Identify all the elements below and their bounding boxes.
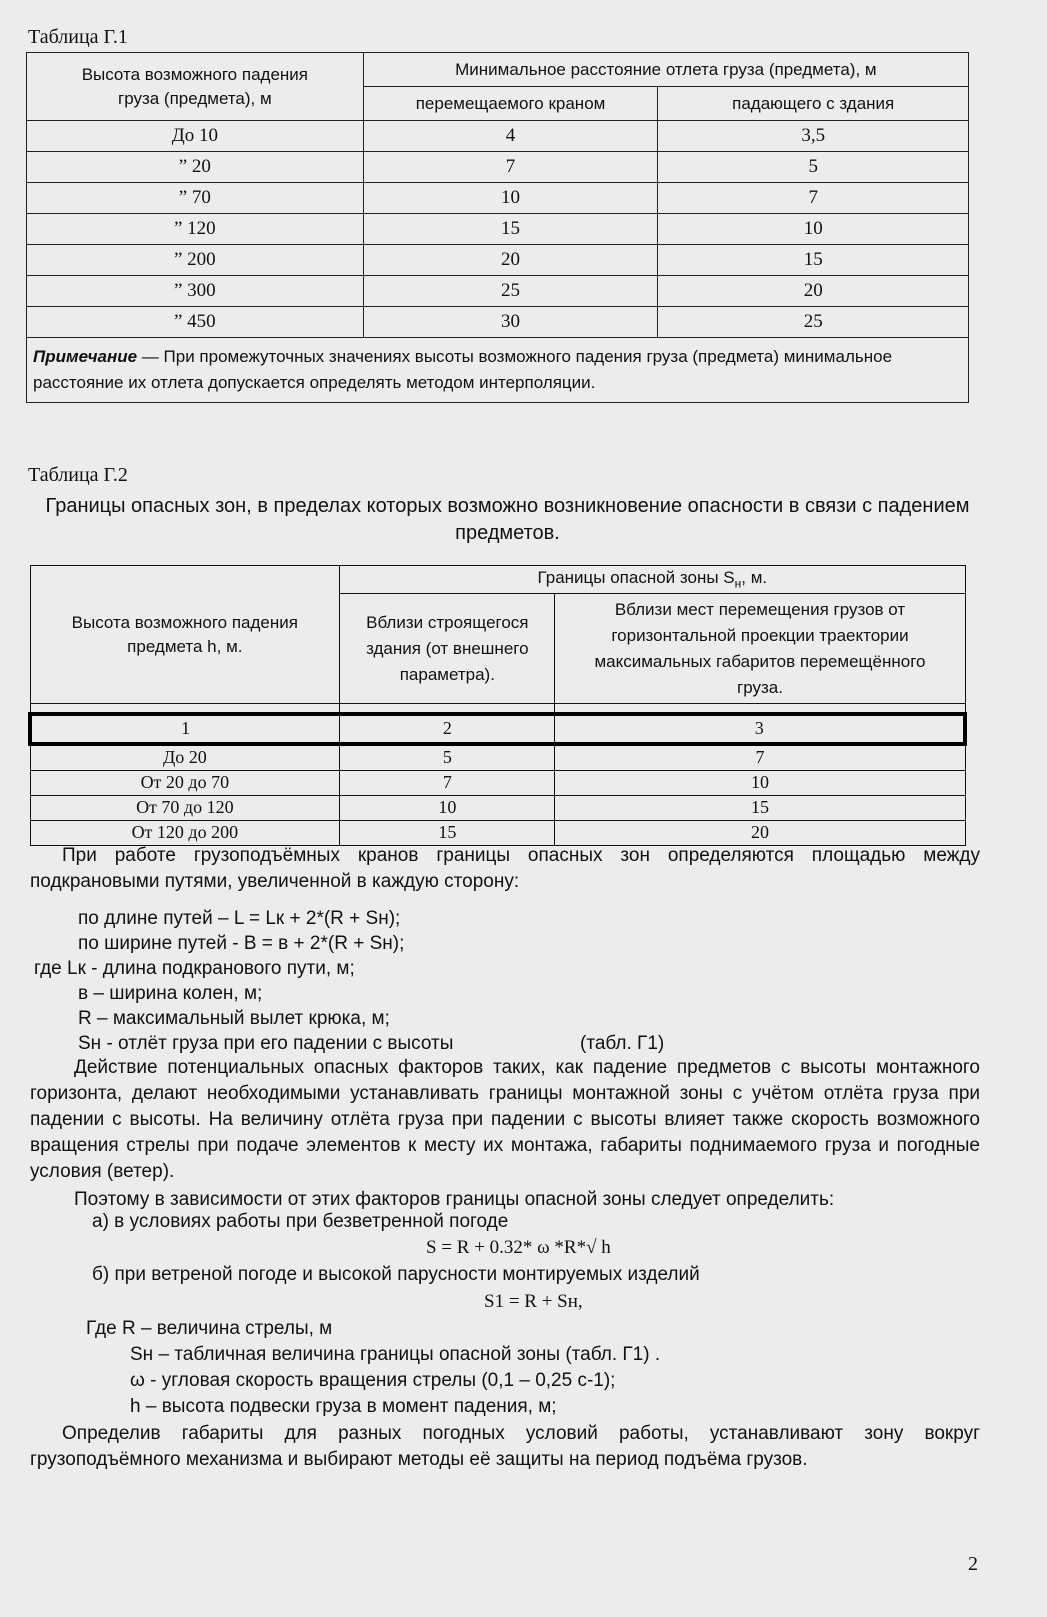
table1-cell-building: 25 xyxy=(658,307,969,338)
table2-caption: Таблица Г.2 xyxy=(28,464,128,486)
table1-cell-crane: 15 xyxy=(363,214,658,245)
table2-cell-building: 15 xyxy=(340,820,555,845)
table1-cell-building: 10 xyxy=(658,214,969,245)
table1-col2-header: перемещаемого краном xyxy=(363,87,658,121)
table2-col1-header: Высота возможного падения предмета h, м. xyxy=(30,566,340,704)
table2-cell-height: От 70 до 120 xyxy=(30,795,340,820)
table2-cell-cargo: 15 xyxy=(555,795,965,820)
table1-cell-height: ” 200 xyxy=(27,245,364,276)
table1-col3-header: падающего с здания xyxy=(658,87,969,121)
table2-number-row xyxy=(30,714,965,744)
table-row xyxy=(30,795,965,820)
definition-lk: где Lк - длина подкранового пути, м; xyxy=(34,958,355,979)
table1-cell-building: 5 xyxy=(658,152,969,183)
table2-cell-cargo: 20 xyxy=(555,820,965,845)
paragraph-conclusion: Определив габариты для разных погодных условий работы, устанавливают зону вокруг грузоподъёмного механизма и выбирают методы её защиты на период подъёма грузов. xyxy=(30,1423,980,1470)
table1-cell-height: ” 70 xyxy=(27,183,364,214)
table1-cell-crane: 30 xyxy=(363,307,658,338)
table2-title: Границы опасных зон, в пределах которых возможно возникновение опасности в связи с падением предметов. xyxy=(45,495,970,544)
table1-group-header: Минимальное расстояние отлета груза (предмета), м xyxy=(363,53,968,87)
formula-width: по ширине путей - В = в + 2*(R + Sн); xyxy=(78,933,405,954)
table1-cell-crane: 10 xyxy=(363,183,658,214)
table1-cell-height: ” 300 xyxy=(27,276,364,307)
table2-cell-building: 10 xyxy=(340,795,555,820)
page-number: 2 xyxy=(968,1553,978,1575)
table1-cell-building: 20 xyxy=(658,276,969,307)
paragraph-crane-zones: При работе грузоподъёмных кранов границы опасных зон определяются площадью между подкрановыми путями, увеличенной в каждую сторону: xyxy=(30,845,980,892)
table1-cell-crane: 20 xyxy=(363,245,658,276)
paragraph-potential-factors: Действие потенциальных опасных факторов таких, как падение предметов с высоты монтажного горизонта, делают необходимыми устанавливать границы монтажной зоны с учётом отлёта груза при падении с высоты. На величину отлёта груза при падении с высоты влияет также скорость возможного вращения стрелы при подаче элементов к месту их монтажа, габариты поднимаемого груза и погодные условия (ветер). xyxy=(30,1057,980,1182)
table2-cell-cargo: 7 xyxy=(555,744,965,771)
table2-cell-cargo: 10 xyxy=(555,770,965,795)
table-row xyxy=(27,121,969,152)
paragraph-therefore: Поэтому в зависимости от этих факторов границы опасной зоны следует определить: xyxy=(74,1189,835,1210)
formula-length: по длине путей – L = Lк + 2*(R + Sн); xyxy=(78,908,401,929)
definition-b: в – ширина колен, м; xyxy=(78,983,263,1004)
table1-note-label: Примечание xyxy=(33,347,138,366)
where-r: Где R – величина стрелы, м xyxy=(86,1318,333,1339)
table1-note xyxy=(27,338,969,403)
table1-cell-crane: 25 xyxy=(363,276,658,307)
table2-cell-height: От 20 до 70 xyxy=(30,770,340,795)
formula-b: S1 = R + Sн, xyxy=(484,1291,583,1312)
table-row xyxy=(27,307,969,338)
table2 xyxy=(28,565,967,846)
definition-sn-table: Sн – табличная величина границы опасной зоны (табл. Г1) . xyxy=(130,1344,661,1365)
table1-cell-height: ” 120 xyxy=(27,214,364,245)
table-row xyxy=(27,214,969,245)
table1-cell-building: 3,5 xyxy=(658,121,969,152)
table2-group-header: Границы опасной зоны $S_н$, м. xyxy=(340,566,965,594)
table1-note-text: — При промежуточных значениях высоты возможного падения груза (предмета) минимальное расстояние их отлета допускается определять методом интерполяции. xyxy=(33,347,893,392)
table1-cell-height: ” 20 xyxy=(27,152,364,183)
definition-h: h – высота подвески груза в момент падения, м; xyxy=(130,1396,557,1417)
table2-cell-height: От 120 до 200 xyxy=(30,820,340,845)
definition-sn-ref: (табл. Г1) xyxy=(580,1033,665,1054)
table1-cell-crane: 7 xyxy=(363,152,658,183)
table-row xyxy=(30,744,965,771)
table1-cell-height: До 10 xyxy=(27,121,364,152)
table-row xyxy=(27,245,969,276)
case-a: а) в условиях работы при безветренной погоде xyxy=(92,1211,509,1232)
definition-omega: ω - угловая скорость вращения стрелы (0,1 – 0,25 с-1); xyxy=(130,1370,616,1391)
definition-r: R – максимальный вылет крюка, м; xyxy=(78,1008,390,1029)
table-row xyxy=(30,820,965,845)
formula-a: S = R + 0.32* ω *R*√ h xyxy=(426,1237,611,1258)
table1-cell-height: ” 450 xyxy=(27,307,364,338)
table-row xyxy=(27,152,969,183)
definition-sn: Sн - отлёт груза при его падении с высоты xyxy=(78,1033,454,1054)
table2-cell-building: 5 xyxy=(340,744,555,771)
table2-col2-header: Вблизи строящегося здания (от внешнего параметра). xyxy=(340,594,555,704)
table1 xyxy=(26,52,969,403)
table1-col1-header: Высота возможного падения груза (предмета), м xyxy=(27,53,364,121)
table2-col3-header: Вблизи мест перемещения грузов от горизонтальной проекции траектории максимальных габаритов перемещённого груза. xyxy=(555,594,965,704)
table2-cell-height: До 20 xyxy=(30,744,340,771)
table1-cell-crane: 4 xyxy=(363,121,658,152)
table-row xyxy=(30,770,965,795)
table2-colnum-3: 3 xyxy=(555,714,965,744)
table1-caption: Таблица Г.1 xyxy=(28,26,128,48)
table2-cell-building: 7 xyxy=(340,770,555,795)
table-row xyxy=(27,276,969,307)
table-row xyxy=(27,183,969,214)
table1-cell-building: 15 xyxy=(658,245,969,276)
case-b: б) при ветреной погоде и высокой парусности монтируемых изделий xyxy=(92,1264,700,1285)
table2-colnum-2: 2 xyxy=(340,714,555,744)
table1-cell-building: 7 xyxy=(658,183,969,214)
table2-colnum-1: 1 xyxy=(30,714,340,744)
